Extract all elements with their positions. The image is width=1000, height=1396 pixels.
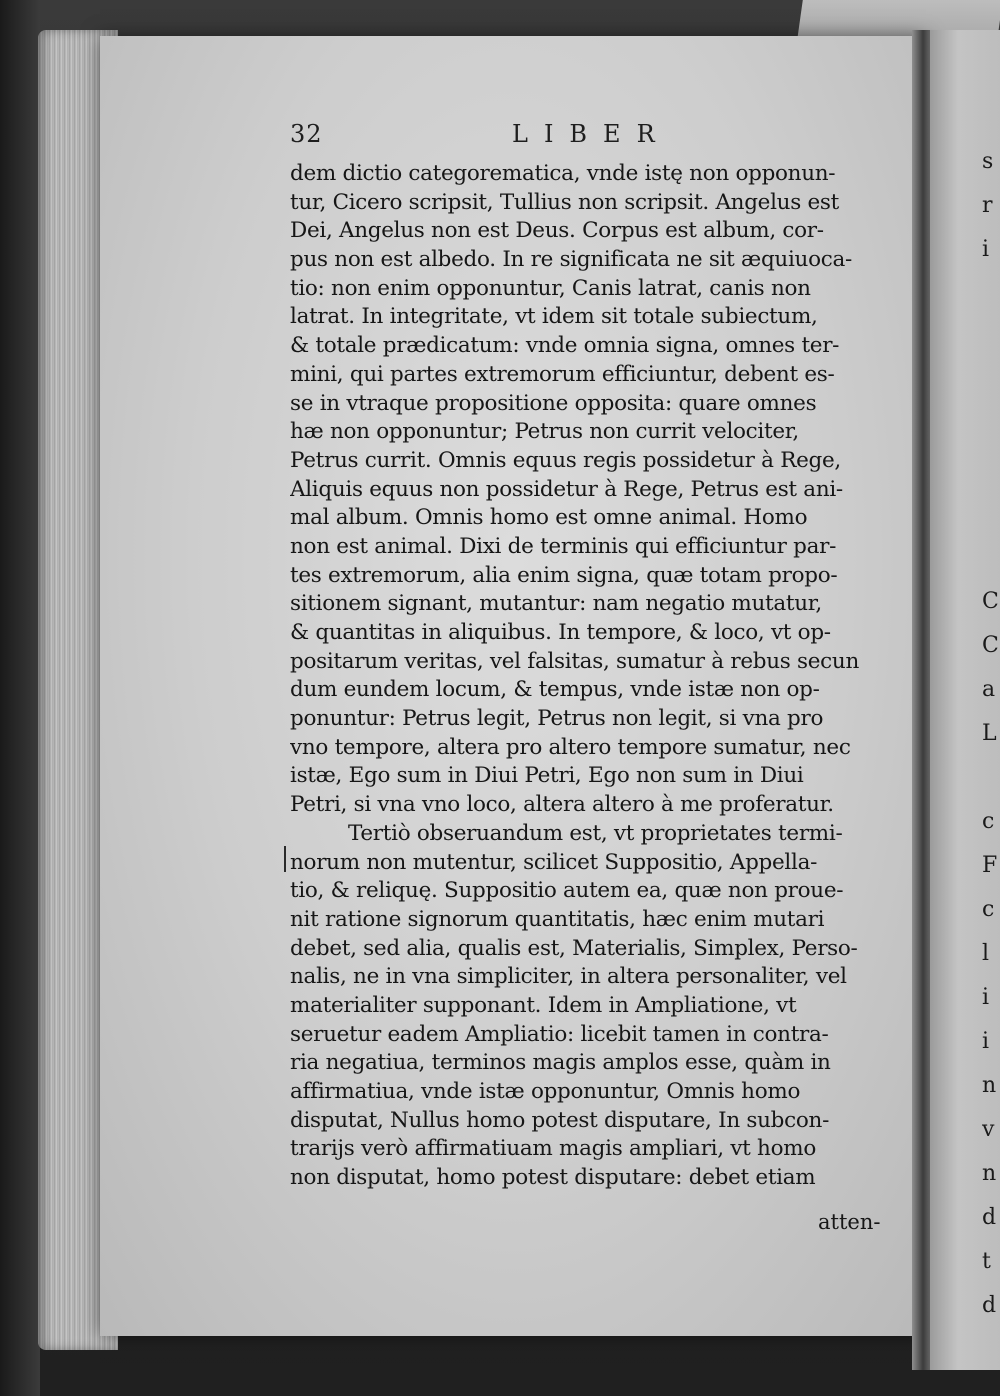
- text-line: materialiter supponant. Idem in Ampliatione, vt: [290, 992, 797, 1018]
- facing-letter: [982, 448, 1000, 492]
- text-line: tes extremorum, alia enim signa, quæ totam propo-: [290, 562, 838, 588]
- facing-letter: v: [982, 1117, 995, 1142]
- text-line: positarum veritas, vel falsitas, sumatur à rebus secun: [290, 648, 860, 674]
- facing-letter: t: [982, 1249, 991, 1274]
- facing-letter: [982, 360, 1000, 404]
- facing-letter: [982, 404, 1000, 448]
- text-line: norum non mutentur, scilicet Suppositio, Appella-: [290, 849, 818, 875]
- text-line: nalis, ne in vna simpliciter, in altera personaliter, vel: [290, 964, 847, 990]
- text-line: dem dictio categorematica, vnde istę non opponun-: [290, 161, 836, 186]
- facing-letter: C: [982, 589, 999, 614]
- text-line: Aliquis equus non possidetur à Rege, Petrus est ani-: [290, 476, 843, 502]
- header-title: LIBER: [512, 120, 671, 148]
- facing-letter: d: [982, 1293, 997, 1318]
- text-line: dum eundem locum, & tempus, vnde istæ non op-: [290, 677, 820, 703]
- facing-letter: d: [982, 1205, 997, 1230]
- text-line: mal album. Omnis homo est omne animal. Homo: [290, 505, 808, 531]
- facing-letter: c: [982, 897, 995, 922]
- facing-letter: [982, 536, 1000, 580]
- text-line: & quantitas in aliquibus. In tempore, & loco, vt op-: [290, 620, 831, 645]
- text-line: Dei, Angelus non est Deus. Corpus est album, cor-: [290, 218, 824, 244]
- facing-letter: F: [982, 853, 998, 878]
- text-line: debet, sed alia, qualis est, Materialis, Simplex, Perso-: [290, 935, 858, 961]
- text-line: sitionem signant, mutantur: nam negatio mutatur,: [290, 591, 822, 617]
- text-line: trarijs verò affirmatiuam magis ampliari, vt homo: [290, 1136, 816, 1162]
- margin-mark: [284, 846, 286, 872]
- facing-letter: [982, 756, 1000, 800]
- page-number: 32: [290, 120, 323, 148]
- facing-letter: [982, 316, 1000, 360]
- text-line: seruetur eadem Ampliatio: licebit tamen in contra-: [290, 1021, 829, 1047]
- text-line: non est animal. Dixi de terminis qui efficiuntur par-: [290, 533, 837, 559]
- text-line: latrat. In integritate, vt idem sit totale subiectum,: [290, 304, 818, 330]
- facing-letter: [982, 492, 1000, 536]
- facing-letter: n: [982, 1161, 997, 1186]
- facing-letter: C: [982, 633, 999, 658]
- facing-letter: a: [982, 677, 996, 702]
- text-line: pus non est albedo. In re significata ne sit æquiuoca-: [290, 247, 852, 273]
- facing-letter: r: [982, 193, 993, 218]
- text-line: affirmatiua, vnde istæ opponuntur, Omnis homo: [290, 1079, 801, 1104]
- text-line: istæ, Ego sum in Diui Petri, Ego non sum in Diui: [290, 763, 804, 789]
- text-line: ria negatiua, terminos magis amplos esse, quàm in: [290, 1050, 831, 1076]
- text-line: tur, Cicero scripsit, Tullius non scripsit. Angelus est: [290, 189, 839, 215]
- text-line: se in vtraque propositione opposita: quare omnes: [290, 390, 817, 416]
- facing-page-letters: [982, 140, 1000, 1328]
- text-line: ponuntur: Petrus legit, Petrus non legit, si vna pro: [290, 706, 824, 732]
- text-line: nit ratione signorum quantitatis, hæc enim mutari: [290, 906, 825, 932]
- facing-letter: l: [982, 941, 990, 966]
- text-line: disputat, Nullus homo potest disputare, In subcon-: [290, 1107, 830, 1133]
- text-line: tio, & reliquę. Suppositio autem ea, quæ non proue-: [290, 878, 844, 904]
- facing-letter: c: [982, 809, 995, 834]
- text-line: vno tempore, altera pro altero tempore sumatur, nec: [290, 734, 851, 760]
- text-line: Tertiò obseruandum est, vt proprietates termi-: [348, 820, 843, 846]
- text-line: & totale prædicatum: vnde omnia signa, omnes ter-: [290, 333, 840, 359]
- body-text: [290, 160, 895, 1193]
- facing-letter: i: [982, 237, 990, 262]
- text-line: non disputat, homo potest disputare: debet etiam: [290, 1165, 816, 1191]
- text-line: tio: non enim opponuntur, Canis latrat, canis non: [290, 275, 811, 301]
- text-line: Petri, si vna vno loco, altera altero à me proferatur.: [290, 792, 834, 818]
- facing-letter: s: [982, 149, 994, 174]
- facing-letter: i: [982, 985, 990, 1010]
- text-line: Petrus currit. Omnis equus regis possidetur à Rege,: [290, 447, 841, 473]
- facing-letter: [982, 272, 1000, 316]
- facing-letter: i: [982, 1029, 990, 1054]
- binding-shadow: [0, 0, 40, 1396]
- text-line: mini, qui partes extremorum efficiuntur, debent es-: [290, 361, 835, 387]
- facing-letter: n: [982, 1073, 997, 1098]
- text-line: hæ non opponuntur; Petrus non currit velociter,: [290, 419, 799, 445]
- catchword: atten-: [818, 1210, 881, 1234]
- facing-letter: L: [982, 721, 997, 746]
